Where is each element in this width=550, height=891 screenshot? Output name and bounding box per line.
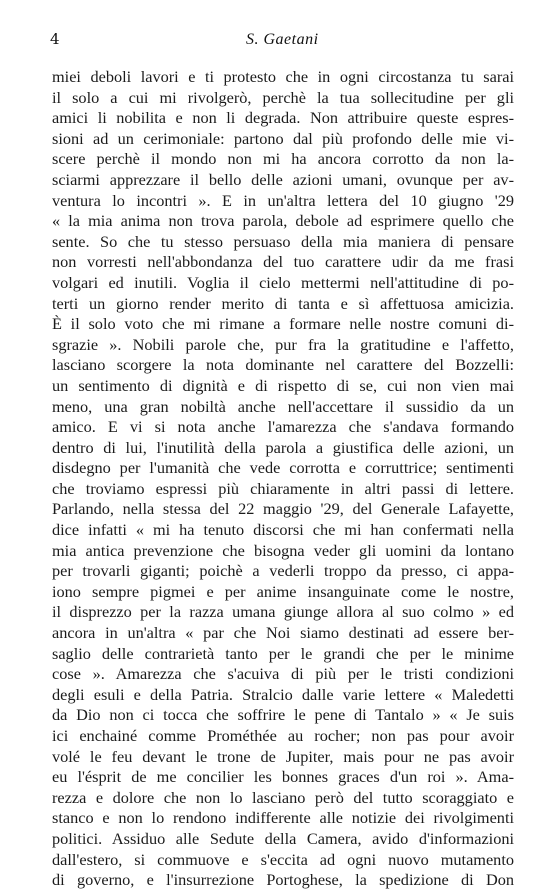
text-line: un sentimento di dignità e di rispetto di se, cui non vien mai (52, 375, 514, 395)
text-line: sciarmi apprezzare il bello delle azioni umani, ovunque per av- (52, 169, 514, 189)
text-line: « la mia anima non trova parola, debole ad esprimere quello che (52, 211, 514, 231)
body-text (52, 67, 514, 891)
text-line: di governo, e l'insurrezione Portoghese, la spedizione di Don (52, 870, 514, 890)
text-line: ancora in un'altra « par che Noi siamo destinati ad essere ber- (52, 623, 514, 643)
text-line: lasciano scorgere la nota dominante nel carattere del Bozzelli: (52, 355, 514, 375)
text-line: Parlando, nella stessa del 22 maggio '29, del Generale Lafayette, (52, 499, 514, 519)
text-line: rezza e dolore che non lo lasciano però del tutto scoraggiato e (52, 787, 514, 807)
text-line: È il solo voto che mi rimane a formare nelle nostre comuni di- (52, 314, 514, 334)
text-line: terti un giorno render merito di tanta e sì affettuosa amicizia. (52, 293, 514, 313)
text-line: stanco e non lo rendono indifferente alle notizie dei rivolgimenti (52, 808, 514, 828)
running-head: S. Gaetani (246, 31, 319, 48)
text-line: che troviamo espressi più chiaramente in altri passi di lettere. (52, 478, 514, 498)
text-line: disdegno per l'umanità che vede corrotta e corruttrice; sentimenti (52, 458, 514, 478)
text-line: dall'estero, si commuove e s'eccita ad ogni nuovo mutamento (52, 849, 514, 869)
text-line: non vorresti nell'abbondanza del tuo carattere udir da me frasi (52, 252, 514, 272)
text-line: saglio delle contrarietà tanto per le grandi che per le minime (52, 643, 514, 663)
text-line: volgari ed inutili. Voglia il cielo mettermi nell'attitudine di po- (52, 272, 514, 292)
text-line: amici li nobilita e non li degrada. Non attribuire queste espres- (52, 108, 514, 128)
page-header (50, 30, 512, 56)
text-line: sente. So che tu stesso persuaso della mia maniera di pensare (52, 231, 514, 251)
text-line: amico. E vi si nota anche l'amarezza che s'andava formando (52, 417, 514, 437)
text-line: dentro di lui, l'inutilità della parola a giustifica delle azioni, un (52, 437, 514, 457)
text-line: il disprezzo per la razza umana giunge allora al suo colmo » ed (52, 602, 514, 622)
text-line: miei deboli lavori e ti protesto che in ogni circostanza tu sarai (52, 67, 514, 86)
text-line: cose ». Amarezza che s'acuiva di più per le tristi condizioni (52, 664, 514, 684)
text-line: ici enchainé comme Prométhée au rocher; non pas pour avoir (52, 726, 514, 745)
text-line: dice infatti « mi ha tenuto discorsi che mi han confermati nella (52, 520, 514, 540)
text-line: volé le feu devant le trone de Jupiter, mais pour ne pas avoir (52, 746, 514, 766)
text-line: mia antica prevenzione che bisogna veder gli uomini da lontano (52, 540, 514, 560)
text-line: sioni ad un cerimoniale: partono dal più profondo delle mie vi- (52, 128, 514, 148)
text-line: il solo a cui mi rivolgerò, perchè la tua sollecitudine per gli (52, 87, 514, 107)
text-line: politici. Assiduo alle Sedute della Camera, avido d'informazioni (52, 828, 514, 848)
text-line: per trovarli giganti; poichè a vederli troppo da presso, ci appa- (52, 561, 514, 581)
text-line: scere perchè il mondo non mi ha ancora corrotto da non la- (52, 149, 514, 169)
text-line: eu l'ésprit de me concilier les bonnes graces d'un roi ». Ama- (52, 767, 514, 787)
text-line: degli esuli e della Patria. Stralcio dalle varie lettere « Maledetti (52, 684, 514, 704)
text-line: da Dio non ci tocca che soffrire le pene di Tantalo » « Je suis (52, 705, 514, 725)
text-line: sgrazie ». Nobili parole che, pur fra la gratitudine e l'affetto, (52, 334, 514, 354)
text-line: meno, una gran nobiltà anche nell'accettare il sussidio da un (52, 396, 514, 416)
text-line: ventura lo incontri ». E in un'altra lettera del 10 giugno '29 (52, 190, 514, 210)
page-number: 4 (50, 30, 60, 48)
text-line: iono sempre pigmei e per anime insanguinate come le nostre, (52, 581, 514, 601)
